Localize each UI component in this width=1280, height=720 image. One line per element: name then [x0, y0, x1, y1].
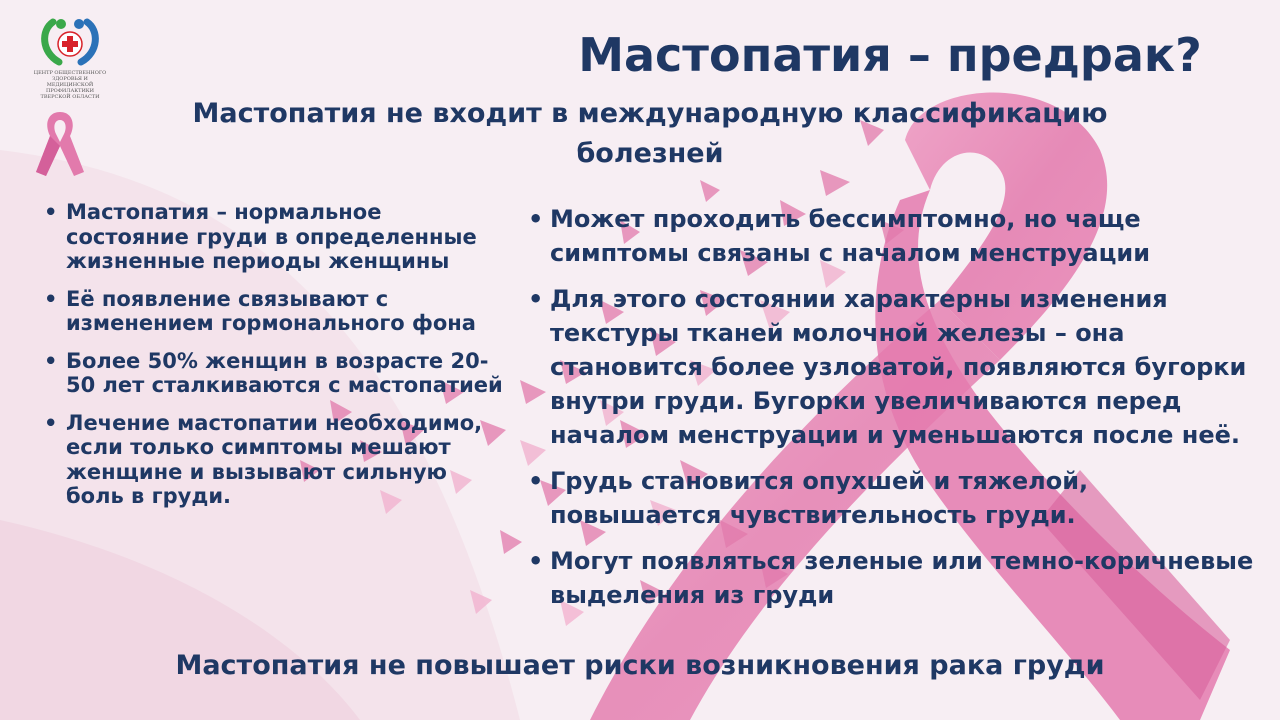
list-item [40, 200, 510, 274]
list-item-text: Может проходить бессимптомно, но чаще симптомы связаны с началом менструации [550, 205, 1151, 267]
list-item [40, 349, 510, 398]
list-item [40, 287, 510, 336]
list-item [524, 202, 1264, 270]
organization-logo [22, 16, 118, 100]
logo-caption: ЦЕНТР ОБЩЕСТВЕННОГО ЗДОРОВЬЯ И МЕДИЦИНСКОЙ ПРОФИЛАКТИКИ ТВЕРСКОЙ ОБЛАСТИ [33, 70, 107, 100]
bullet-icon: • [44, 286, 58, 311]
slide-footer: Мастопатия не повышает риски возникновения рака груди [175, 650, 1105, 681]
bullet-icon: • [44, 410, 58, 435]
right-bullet-list [524, 202, 1264, 624]
list-item-text: Для этого состоянии характерны изменения текстуры тканей молочной железы – она становится более узловатой, появляются бугорки внутри груди. Бугорки увеличиваются перед началом менструации и уменьшаются после неё. [550, 285, 1247, 449]
bullet-icon: • [44, 348, 58, 373]
slide-title: Мастопатия – предрак? [578, 28, 1202, 82]
bullet-icon: • [528, 547, 544, 575]
list-item-text: Более 50% женщин в возрасте 20-50 лет сталкиваются с мастопатией [66, 348, 503, 397]
list-item-text: Её появление связывают с изменением гормонального фона [66, 286, 476, 335]
list-item-text: Лечение мастопатии необходимо, если только симптомы мешают женщине и вызывают сильную боль в груди. [66, 410, 483, 508]
pink-ribbon-icon [30, 106, 90, 180]
list-item [40, 411, 510, 509]
list-item-text: Могут появляться зеленые или темно-коричневые выделения из груди [550, 547, 1254, 609]
family-cross-logo-icon [39, 16, 101, 68]
bullet-icon: • [528, 205, 544, 233]
bullet-icon: • [528, 285, 544, 313]
list-item [524, 464, 1264, 532]
list-item-text: Мастопатия – нормальное состояние груди в определенные жизненные периоды женщины [66, 200, 477, 273]
list-item [524, 282, 1264, 452]
list-item-text: Грудь становится опухшей и тяжелой, повышается чувствительность груди. [550, 467, 1089, 529]
list-item [524, 544, 1264, 612]
left-bullet-list [40, 200, 510, 522]
bullet-icon: • [528, 467, 544, 495]
bullet-icon: • [44, 200, 58, 224]
slide-subtitle: Мастопатия не входит в международную классификацию болезней [192, 98, 1108, 169]
